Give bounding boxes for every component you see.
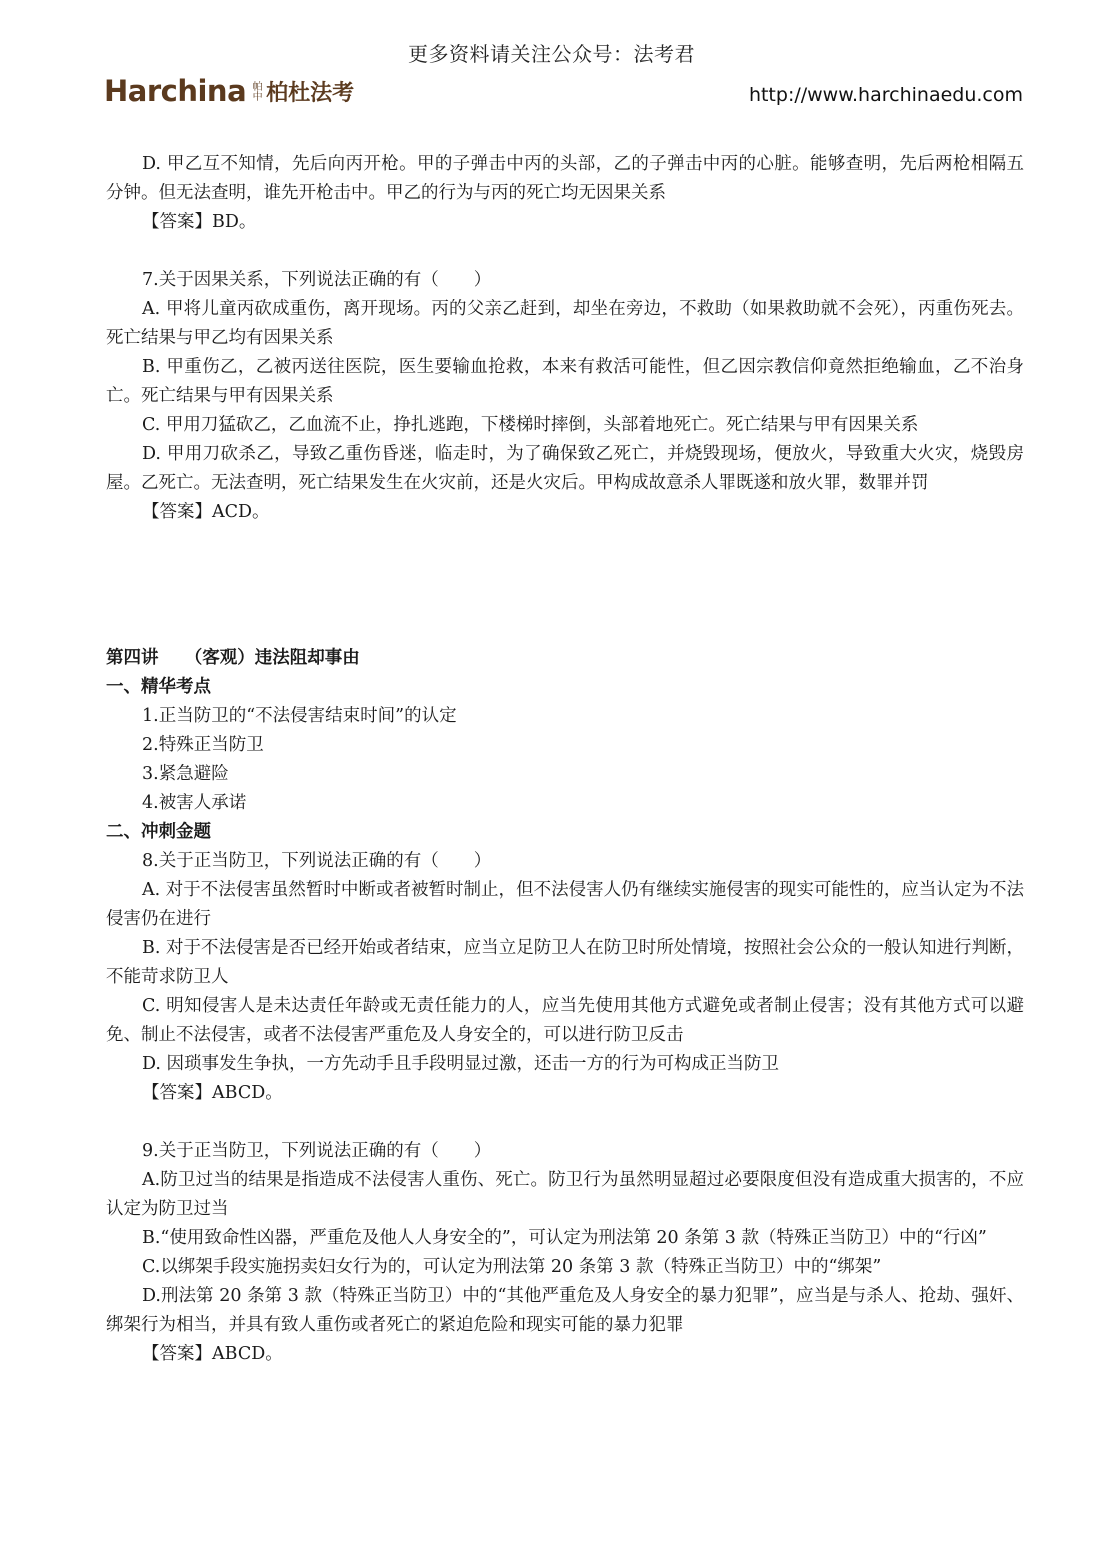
section-title-practice: 二、冲刺金题	[106, 822, 211, 842]
q8-stem: 8.关于正当防卫，下列说法正确的有（ ）	[142, 851, 492, 871]
logo-latin-text: Harchina	[104, 74, 247, 108]
q8-option-d: D. 因琐事发生争执，一方先动手且手段明显过激，还击一方的行为可构成正当防卫	[142, 1054, 780, 1074]
key-point-item: 1.正当防卫的“不法侵害结束时间”的认定	[142, 706, 457, 726]
brand-logo	[104, 74, 354, 108]
document-body	[106, 150, 1024, 1369]
key-point-item: 3.紧急避险	[142, 764, 229, 784]
q6-answer: 【答案】BD。	[142, 212, 257, 232]
q9-stem: 9.关于正当防卫，下列说法正确的有（ ）	[142, 1141, 492, 1161]
q7-option-d: D. 甲用刀砍杀乙，导致乙重伤昏迷，临走时，为了确保致乙死亡，并烧毁现场，便放火，导致重大火灾，烧毁房屋。乙死亡。无法查明，死亡结果发生在火灾前，还是火灾后。甲构成故意杀人罪既遂和放火罪，数罪并罚	[106, 444, 1024, 493]
q7-option-c: C. 甲用刀猛砍乙，乙血流不止，挣扎逃跑，下楼梯时摔倒，头部着地死亡。死亡结果与甲有因果关系	[142, 415, 919, 435]
q8-option-a: A. 对于不法侵害虽然暂时中断或者被暂时制止，但不法侵害人仍有继续实施侵害的现实可能性的，应当认定为不法侵害仍在进行	[106, 880, 1024, 929]
q7-answer: 【答案】ACD。	[142, 502, 270, 522]
q9-option-b: B.“使用致命性凶器，严重危及他人人身安全的”，可认定为刑法第 20 条第 3 款（特殊正当防卫）中的“行凶”	[142, 1228, 987, 1248]
q8-option-c: C. 明知侵害人是未达责任年龄或无责任能力的人，应当先使用其他方式避免或者制止侵害；没有其他方式可以避免、制止不法侵害，或者不法侵害严重危及人身安全的，可以进行防卫反击	[106, 996, 1024, 1045]
q6-option-d: D. 甲乙互不知情，先后向丙开枪。甲的子弹击中丙的头部，乙的子弹击中丙的心脏。能够查明，先后两枪相隔五分钟。但无法查明，谁先开枪击中。甲乙的行为与丙的死亡均无因果关系	[106, 154, 1024, 203]
logo-small-text: 帕中	[250, 81, 262, 101]
site-url: http://www.harchinaedu.com	[748, 84, 1023, 106]
key-point-item: 4.被害人承诺	[142, 793, 247, 813]
lecture-title: 第四讲 （客观）违法阻却事由	[106, 648, 360, 668]
q8-option-b: B. 对于不法侵害是否已经开始或者结束，应当立足防卫人在防卫时所处情境，按照社会公众的一般认知进行判断，不能苛求防卫人	[106, 938, 1024, 987]
logo-chinese-text: 柏杜法考	[266, 80, 355, 106]
section-title-key-points: 一、精华考点	[106, 677, 211, 697]
q8-answer: 【答案】ABCD。	[142, 1083, 283, 1103]
q7-option-a: A. 甲将儿童丙砍成重伤，离开现场。丙的父亲乙赶到，却坐在旁边，不救助（如果救助就不会死），丙重伤死去。死亡结果与甲乙均有因果关系	[106, 299, 1024, 348]
key-point-item: 2.特殊正当防卫	[142, 735, 264, 755]
q9-option-d: D.刑法第 20 条第 3 款（特殊正当防卫）中的“其他严重危及人身安全的暴力犯罪”，应当是与杀人、抢劫、强奸、绑架行为相当，并具有致人重伤或者死亡的紧迫危险和现实可能的暴力犯罪	[106, 1286, 1024, 1335]
q9-option-a: A.防卫过当的结果是指造成不法侵害人重伤、死亡。防卫行为虽然明显超过必要限度但没有造成重大损害的，不应认定为防卫过当	[106, 1170, 1024, 1219]
top-note: 更多资料请关注公众号：法考君	[408, 42, 695, 66]
q7-option-b: B. 甲重伤乙，乙被丙送往医院，医生要输血抢救，本来有救活可能性，但乙因宗教信仰竟然拒绝输血，乙不治身亡。死亡结果与甲有因果关系	[106, 357, 1024, 406]
q7-stem: 7.关于因果关系，下列说法正确的有（ ）	[142, 270, 492, 290]
q9-answer: 【答案】ABCD。	[142, 1344, 283, 1364]
q9-option-c: C.以绑架手段实施拐卖妇女行为的，可认定为刑法第 20 条第 3 款（特殊正当防卫）中的“绑架”	[142, 1257, 882, 1277]
